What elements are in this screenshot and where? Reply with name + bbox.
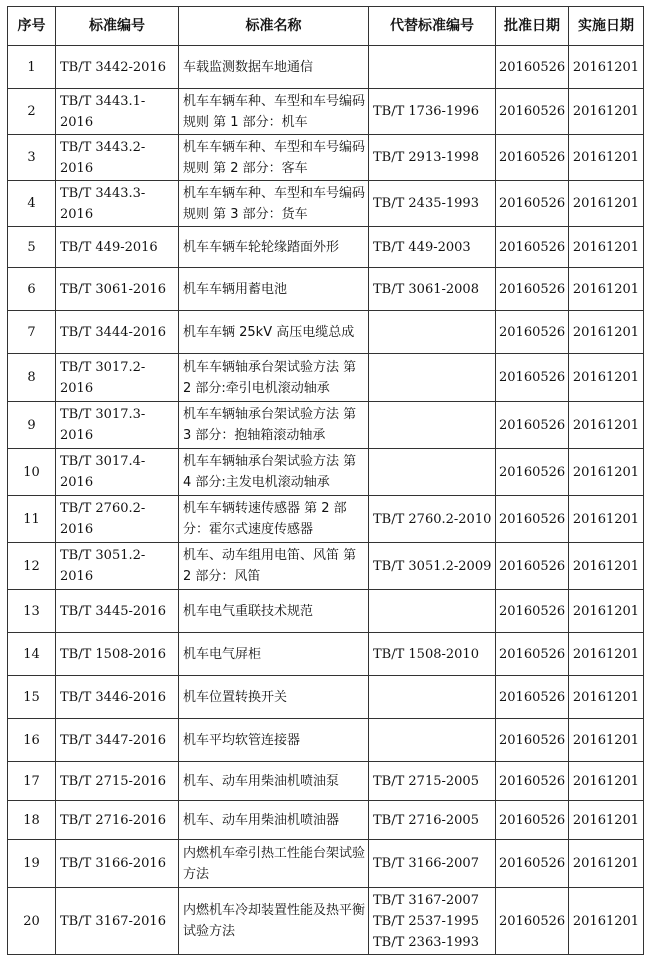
standard-code: TB/T 2716-2016 [56,801,179,840]
replaced-standard [369,181,496,227]
standard-code: TB/T 3443.3-2016 [56,181,179,227]
replaced-standard [369,543,496,590]
header-implement-date: 实施日期 [569,7,644,46]
standard-name: 内燃机车牵引热工性能台架试验方法 [179,840,369,888]
row-number: 2 [8,89,56,135]
replaced-standard-code: TB/T 1508-2010 [373,646,479,662]
standard-code: TB/T 2715-2016 [56,762,179,801]
approve-date: 20160526 [496,888,569,955]
standard-name: 机车车辆车种、车型和车号编码规则 第 3 部分：货车 [179,181,369,227]
standard-code: TB/T 3445-2016 [56,590,179,633]
row-number: 4 [8,181,56,227]
standard-name: 车载监测数据车地通信 [179,46,369,89]
replaced-standard [369,311,496,354]
implement-date: 20161201 [569,762,644,801]
approve-date: 20160526 [496,449,569,496]
replaced-standard-code: TB/T 1736-1996 [373,104,479,119]
row-number: 10 [8,449,56,496]
approve-date: 20160526 [496,311,569,354]
approve-date: 20160526 [496,89,569,135]
standard-code: TB/T 3447-2016 [56,719,179,762]
table-row [8,268,644,311]
replaced-standard [369,762,496,801]
approve-date: 20160526 [496,633,569,676]
standard-name: 机车车辆用蓄电池 [179,268,369,311]
approve-date: 20160526 [496,801,569,840]
approve-date: 20160526 [496,590,569,633]
approve-date: 20160526 [496,181,569,227]
standard-name: 机车车辆轴承台架试验方法 第 3 部分：抱轴箱滚动轴承 [179,402,369,449]
replaced-standard-code: TB/T 3167-2007 [373,892,479,908]
row-number: 13 [8,590,56,633]
standard-name: 机车车辆转速传感器 第 2 部分：霍尔式速度传感器 [179,496,369,543]
row-number: 20 [8,888,56,955]
row-number: 14 [8,633,56,676]
row-number: 15 [8,676,56,719]
replaced-standard [369,888,496,955]
replaced-standard [369,449,496,496]
row-number: 18 [8,801,56,840]
standard-code: TB/T 3444-2016 [56,311,179,354]
implement-date: 20161201 [569,840,644,888]
row-number: 1 [8,46,56,89]
standard-name: 内燃机车冷却装置性能及热平衡试验方法 [179,888,369,955]
standard-name: 机车车辆车轮轮缘踏面外形 [179,227,369,268]
replaced-standard-code: TB/T 2435-1993 [373,196,479,211]
standard-code: TB/T 3017.4-2016 [56,449,179,496]
replaced-standard [369,633,496,676]
replaced-standard [369,496,496,543]
table-row [8,676,644,719]
table-row [8,762,644,801]
approve-date: 20160526 [496,676,569,719]
table-row [8,449,644,496]
table-row [8,227,644,268]
replaced-standard [369,89,496,135]
standard-name: 机车车辆 25kV 高压电缆总成 [179,311,369,354]
standard-name: 机车电气屏柜 [179,633,369,676]
standard-name: 机车、动车用柴油机喷油器 [179,801,369,840]
standard-code: TB/T 3443.1-2016 [56,89,179,135]
replaced-standard [369,590,496,633]
header-approve-date: 批准日期 [496,7,569,46]
table-row [8,719,644,762]
standard-code: TB/T 3051.2-2016 [56,543,179,590]
replaced-standard [369,801,496,840]
header-name: 标准名称 [179,7,369,46]
row-number: 11 [8,496,56,543]
row-number: 5 [8,227,56,268]
standard-code: TB/T 3443.2-2016 [56,135,179,181]
implement-date: 20161201 [569,590,644,633]
implement-date: 20161201 [569,268,644,311]
row-number: 17 [8,762,56,801]
row-number: 12 [8,543,56,590]
table-row [8,496,644,543]
implement-date: 20161201 [569,496,644,543]
implement-date: 20161201 [569,402,644,449]
replaced-standard-code: TB/T 2760.2-2010 [373,511,492,527]
implement-date: 20161201 [569,135,644,181]
standard-code: TB/T 3442-2016 [56,46,179,89]
standard-name: 机车车辆车种、车型和车号编码规则 第 1 部分：机车 [179,89,369,135]
header-code: 标准编号 [56,7,179,46]
implement-date: 20161201 [569,227,644,268]
standard-code: TB/T 3167-2016 [56,888,179,955]
replaced-standard [369,227,496,268]
replaced-standard [369,268,496,311]
implement-date: 20161201 [569,888,644,955]
implement-date: 20161201 [569,311,644,354]
standard-code: TB/T 3017.2-2016 [56,354,179,402]
replaced-standard-code: TB/T 2913-1998 [373,150,479,165]
table-row [8,311,644,354]
standard-name: 机车车辆轴承台架试验方法 第 4 部分:主发电机滚动轴承 [179,449,369,496]
replaced-standard [369,354,496,402]
replaced-standard [369,46,496,89]
table-row [8,135,644,181]
table-row [8,633,644,676]
table-row [8,543,644,590]
standard-code: TB/T 449-2016 [56,227,179,268]
replaced-standard [369,676,496,719]
replaced-standard-code: TB/T 2363-1993 [373,934,479,950]
row-number: 19 [8,840,56,888]
row-number: 7 [8,311,56,354]
table-row [8,590,644,633]
replaced-standard-code: TB/T 3061-2008 [373,281,479,297]
header-row [8,7,644,46]
table-row [8,181,644,227]
implement-date: 20161201 [569,181,644,227]
standard-name: 机车、动车用柴油机喷油泵 [179,762,369,801]
standard-code: TB/T 2760.2-2016 [56,496,179,543]
replaced-standard-code: TB/T 3051.2-2009 [373,558,492,574]
implement-date: 20161201 [569,633,644,676]
table-row [8,840,644,888]
approve-date: 20160526 [496,402,569,449]
replaced-standard [369,840,496,888]
implement-date: 20161201 [569,543,644,590]
implement-date: 20161201 [569,449,644,496]
row-number: 8 [8,354,56,402]
row-number: 6 [8,268,56,311]
implement-date: 20161201 [569,89,644,135]
approve-date: 20160526 [496,762,569,801]
table-body [8,46,644,955]
standards-table [7,6,644,955]
standard-name: 机车车辆车种、车型和车号编码规则 第 2 部分：客车 [179,135,369,181]
standard-name: 机车平均软管连接器 [179,719,369,762]
replaced-standard [369,402,496,449]
replaced-standard-code: TB/T 449-2003 [373,239,471,255]
standard-name: 机车电气重联技术规范 [179,590,369,633]
standard-code: TB/T 1508-2016 [56,633,179,676]
approve-date: 20160526 [496,227,569,268]
implement-date: 20161201 [569,801,644,840]
header-replaced: 代替标准编号 [369,7,496,46]
approve-date: 20160526 [496,354,569,402]
row-number: 3 [8,135,56,181]
approve-date: 20160526 [496,135,569,181]
standard-code: TB/T 3061-2016 [56,268,179,311]
standard-code: TB/T 3166-2016 [56,840,179,888]
implement-date: 20161201 [569,46,644,89]
replaced-standard-code: TB/T 2537-1995 [373,913,479,929]
replaced-standard-code: TB/T 2716-2005 [373,812,479,828]
table-row [8,801,644,840]
table-row [8,46,644,89]
table-row [8,402,644,449]
approve-date: 20160526 [496,719,569,762]
table-row [8,354,644,402]
approve-date: 20160526 [496,496,569,543]
row-number: 16 [8,719,56,762]
standard-name: 机车车辆轴承台架试验方法 第 2 部分:牵引电机滚动轴承 [179,354,369,402]
standard-name: 机车、动车组用电笛、风笛 第 2 部分：风笛 [179,543,369,590]
implement-date: 20161201 [569,676,644,719]
row-number: 9 [8,402,56,449]
implement-date: 20161201 [569,354,644,402]
replaced-standard [369,719,496,762]
standard-code: TB/T 3446-2016 [56,676,179,719]
replaced-standard-code: TB/T 3166-2007 [373,856,479,871]
header-no: 序号 [8,7,56,46]
replaced-standard-code: TB/T 2715-2005 [373,773,479,789]
approve-date: 20160526 [496,46,569,89]
replaced-standard [369,135,496,181]
standard-name: 机车位置转换开关 [179,676,369,719]
table-row [8,888,644,955]
table-row [8,89,644,135]
approve-date: 20160526 [496,543,569,590]
approve-date: 20160526 [496,840,569,888]
standard-code: TB/T 3017.3-2016 [56,402,179,449]
implement-date: 20161201 [569,719,644,762]
approve-date: 20160526 [496,268,569,311]
